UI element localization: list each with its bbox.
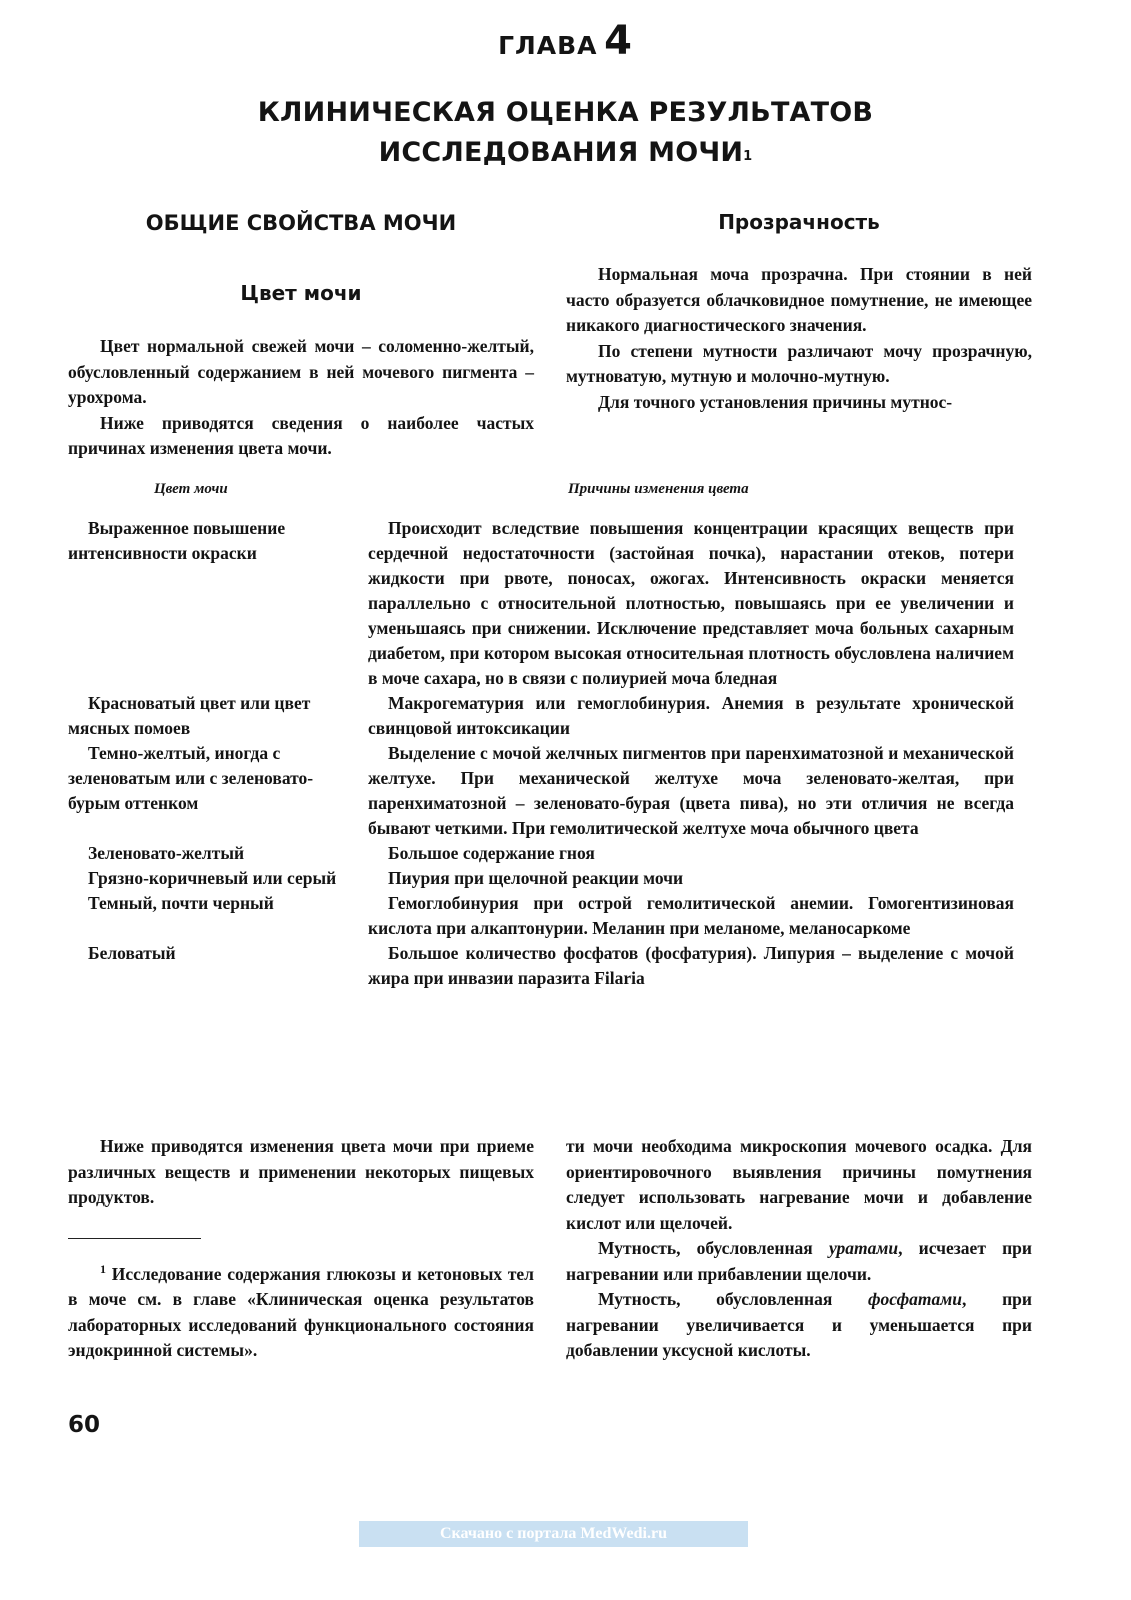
- title-footnote-mark[interactable]: 1: [743, 149, 753, 164]
- italic-term-urates: уратами: [828, 1238, 899, 1258]
- table-row: [68, 891, 1032, 941]
- table-header-color: Цвет мочи: [154, 481, 228, 497]
- chapter-number: 4: [604, 18, 633, 64]
- table-cell-color: Красноватый цвет или цвет мясных помоев: [68, 693, 311, 738]
- table-cell-color: Грязно-коричневый или серый: [88, 868, 337, 888]
- footnote: [68, 1257, 534, 1364]
- table-row: [68, 866, 1032, 891]
- paragraph: Цвет нормальной свежей мочи – соломенно-желтый, обусловленный содержанием в ней мочевого пигмента – урохрома.: [68, 336, 534, 407]
- chapter-title: [0, 93, 1131, 173]
- left-column-bottom: [68, 1134, 534, 1211]
- left-column-intro: [68, 334, 534, 462]
- table-row: [68, 516, 1032, 691]
- table-cell-cause: Происходит вследствие повышения концентрации красящих веществ при сердечной недостаточности (застойная почка), нарастании отеков, потери жидкости при рвоте, поносах, ожогах. Интенсивность окраски меняется параллельно с относительной плотностью, повышаясь при ее увеличении и уменьшаясь при снижении. Исключение представляет моча больных сахарным диабетом, при котором высокая относительная плотность обусловлена наличием в моче сахара, но в связи с полиурией моча бледная: [368, 518, 1014, 688]
- table-cell-color: Беловатый: [88, 943, 176, 963]
- paragraph: Ниже приводятся изменения цвета мочи при приеме различных веществ и применении некоторых пищевых продуктов.: [68, 1136, 534, 1207]
- table-cell-cause: Большое содержание гноя: [388, 843, 595, 863]
- urine-color-table: [68, 516, 1032, 991]
- footnote-mark: 1: [100, 1262, 106, 1276]
- table-cell-cause: Макрогематурия или гемоглобинурия. Анемия в результате хронической свинцовой интоксикации: [368, 693, 1014, 738]
- paragraph: Ниже приводятся сведения о наиболее частых причинах изменения цвета мочи.: [68, 412, 534, 458]
- chapter-word: ГЛАВА: [498, 31, 598, 60]
- footnote-divider: [68, 1238, 201, 1239]
- chapter-heading: [0, 18, 1131, 64]
- paragraph: Нормальная моча прозрачна. При стоянии в ней часто образуется облачковидное помутнение, не имеющее никакого диагностического значения.: [566, 264, 1032, 335]
- table-cell-color: Темно-желтый, иногда с зеленоватым или с зеленовато-бурым оттенком: [68, 743, 314, 813]
- title-line-2: ИССЛЕДОВАНИЯ МОЧИ$^1$: [378, 137, 753, 168]
- paragraph-phosphates: Мутность, обусловленная фосфатами, при нагревании увеличивается и уменьшается при добавлении уксусной кислоты.: [566, 1289, 1032, 1360]
- table-row: [68, 941, 1032, 991]
- right-column-intro: [566, 262, 1032, 415]
- paragraph-urates: Мутность, обусловленная уратами, исчезает при нагревании или прибавлении щелочи.: [566, 1238, 1032, 1284]
- section-heading-general-properties: ОБЩИЕ СВОЙСТВА МОЧИ: [145, 211, 457, 235]
- paragraph: По степени мутности различают мочу прозрачную, мутноватую, мутную и молочно-мутную.: [566, 340, 1032, 386]
- table-cell-cause: Гемоглобинурия при острой гемолитической анемии. Гомогентизиновая кислота при алкаптонурии. Меланин при меланоме, меланосаркоме: [368, 893, 1014, 938]
- section-heading-transparency: Прозрачность: [718, 210, 880, 234]
- table-cell-cause: Большое количество фосфатов (фосфатурия). Липурия – выделение с мочой жира при инвазии паразита Filaria: [368, 943, 1014, 988]
- title-line-1: КЛИНИЧЕСКАЯ ОЦЕНКА РЕЗУЛЬТАТОВ: [257, 97, 874, 128]
- subsection-heading-urine-color: Цвет мочи: [240, 281, 362, 305]
- table-cell-cause: Пиурия при щелочной реакции мочи: [388, 868, 684, 888]
- italic-term-phosphates: фосфатами: [868, 1289, 962, 1309]
- table-row: [68, 841, 1032, 866]
- paragraph: Для точного установления причины мутнос-: [598, 391, 953, 412]
- right-column-bottom: [566, 1134, 1032, 1364]
- table-cell-color: Выраженное повышение интенсивности окраски: [68, 518, 286, 563]
- table-row: [68, 691, 1032, 741]
- footnote-text: Исследование содержания глюкозы и кетоновых тел в моче см. в главе «Клиническая оценка результатов лабораторных исследований функционального состояния эндокринной системы».: [68, 1263, 534, 1361]
- source-watermark: Скачано с портала MedWedi.ru: [359, 1521, 748, 1547]
- table-cell-cause: Выделение с мочой желчных пигментов при паренхиматозной и механической желтухе. При механической желтухе моча зеленовато-желтая, при паренхиматозной – зеленовато-бурая (цвета пива), но эти отличия не всегда бывают четкими. При гемолитической желтухе моча обычного цвета: [368, 743, 1014, 838]
- page-number: 60: [68, 1412, 101, 1438]
- table-cell-color: Зеленовато-желтый: [88, 843, 245, 863]
- table-header-causes: Причины изменения цвета: [568, 481, 749, 497]
- table-cell-color: Темный, почти черный: [88, 893, 274, 913]
- paragraph: ти мочи необходима микроскопия мочевого осадка. Для ориентировочного выявления причины помутнения следует использовать нагревание мочи и добавление кислот или щелочей.: [566, 1136, 1032, 1233]
- table-row: [68, 741, 1032, 841]
